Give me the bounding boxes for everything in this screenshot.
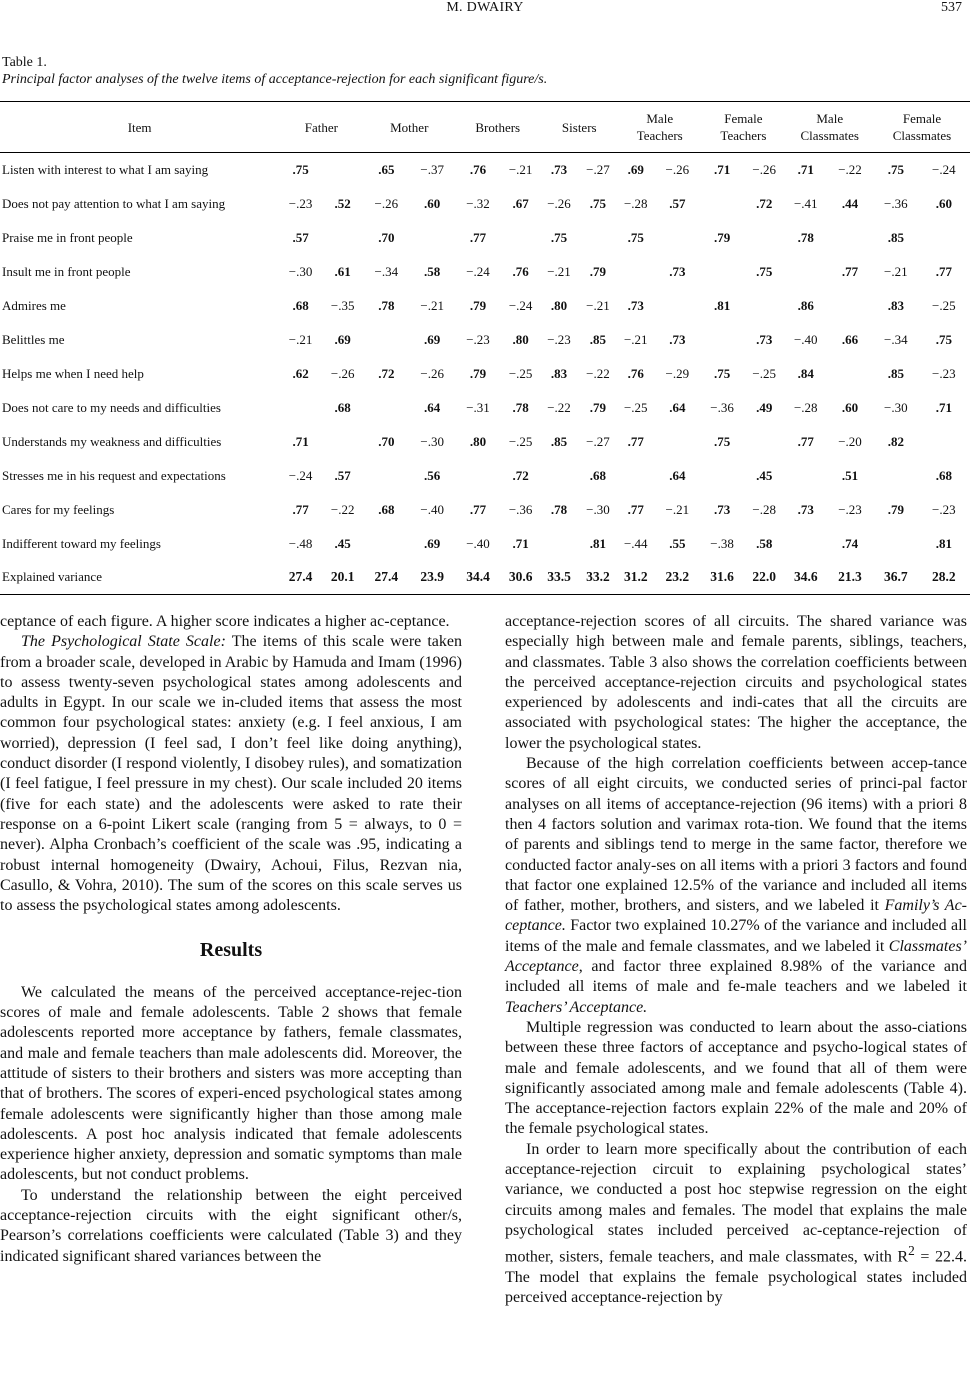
loading-cell: .71: [935, 399, 952, 415]
loading-cell: .77: [469, 501, 487, 517]
table-row: [0, 289, 970, 323]
loading-cell: .60: [841, 399, 859, 415]
loading-cell: −.24: [288, 467, 313, 483]
column-header: [786, 102, 874, 153]
loading-cell: .81: [713, 297, 731, 313]
loading-cell: [363, 391, 409, 425]
column-header-text: Item: [127, 119, 152, 135]
loading-cell: −.27: [586, 161, 610, 177]
section-heading-results: Results: [199, 939, 263, 962]
loading-cell: .79: [589, 263, 607, 279]
loading-cell: −.25: [508, 433, 533, 449]
item-label: Helps me when I need help: [2, 365, 144, 381]
loading-cell: [918, 425, 970, 459]
loading-cell: .69: [334, 331, 351, 347]
loading-cell: −.40: [420, 501, 444, 517]
loading-cell: .70: [378, 433, 395, 449]
superscript: 2: [908, 1243, 915, 1259]
loading-cell: [279, 391, 322, 425]
loading-cell: .78: [378, 297, 395, 313]
column-header: [874, 102, 970, 153]
loading-cell: −.21: [586, 297, 610, 313]
loading-cell: .72: [756, 195, 773, 211]
table-caption: [2, 54, 547, 88]
item-label: Explained variance: [2, 569, 102, 585]
loading-cell: −.37: [420, 161, 444, 177]
running-header: [0, 0, 970, 22]
table-row: [0, 527, 970, 561]
loading-cell: −.21: [884, 263, 908, 279]
loading-cell: 33.5: [547, 569, 571, 585]
loading-cell: .76: [512, 263, 529, 279]
loading-cell: .83: [550, 365, 568, 381]
loading-cell: 36.7: [884, 569, 908, 585]
loading-cell: .67: [512, 195, 529, 211]
table-row: [0, 323, 970, 357]
item-label: Listen with interest to what I am saying: [2, 161, 209, 177]
loading-cell: 27.4: [374, 569, 399, 585]
loading-cell: 31.2: [623, 569, 648, 585]
loading-cell: −.25: [508, 365, 533, 381]
loading-cell: .69: [424, 535, 441, 551]
loading-cell: −.23: [466, 331, 490, 347]
loading-cell: .68: [589, 467, 607, 483]
item-label: Understands my weakness and difficulties: [2, 433, 222, 449]
loading-cell: .60: [424, 195, 441, 211]
loading-cell: [874, 527, 918, 561]
paragraph: ceptance of each figure. A higher score indicates a higher ac-ceptance.: [0, 613, 450, 630]
loading-cell: .73: [797, 501, 814, 517]
loading-cell: −.26: [374, 195, 399, 211]
column-header-text: Female: [902, 111, 942, 126]
loading-cell: .68: [378, 501, 395, 517]
loading-cell: .77: [627, 433, 644, 449]
paragraph-text: The items of this scale were taken from a broader scale, developed in Arabic by Hamuda and Imam (1996) to assess twenty-seven psychological states among adolescents and adults in Egypt. In our scale we in-cluded items that assess the most common four psychological states: anxiety (e.g. I feel anxious, I am worried), depression (I feel sad, I don’t feel like doing anything), conduct disorder (I respond violently, I disobey rules), and somatization (I feel fatigue, I feel pressure in my chest). Our scale included 20 items (five for each state) and the adolescents were asked to rate their response on a 6-point Likert scale (ranging from 5 = always, to 0 = never). Alpha Cronbach’s coefficient of the scale was .95, indicating a robust internal homogeneity (Dwairy, Achoui, Filus, Rezvan nia, Casullo, & Vohra, 2010). The sum of the scores on this scale serves us to assess the psychological states among adolescents.: [0, 633, 463, 915]
loading-cell: .73: [669, 263, 686, 279]
loading-cell: −.48: [288, 535, 313, 551]
factor-label: Family’s Ac-ceptance.: [505, 897, 967, 935]
loading-cell: .78: [797, 229, 814, 245]
loading-cell: .85: [589, 331, 607, 347]
page-number: 537: [941, 0, 962, 15]
loading-cell: −.20: [838, 433, 862, 449]
loading-cell: −.23: [932, 501, 956, 517]
loading-cell: .77: [841, 263, 859, 279]
loading-cell: .69: [424, 331, 441, 347]
paragraph: [505, 754, 967, 1018]
loading-cell: .52: [334, 195, 351, 211]
loading-cell: .79: [469, 297, 487, 313]
loading-cell: −.36: [884, 195, 908, 211]
paragraph: [0, 632, 462, 916]
item-label: Cares for my feelings: [2, 501, 115, 517]
loading-cell: .66: [841, 331, 859, 347]
loading-cell: −.32: [466, 195, 490, 211]
loading-cell: .73: [669, 331, 686, 347]
loading-cell: 27.4: [288, 569, 313, 585]
loading-cell: −.24: [508, 297, 533, 313]
loading-cell: [455, 459, 501, 493]
loading-cell: [363, 459, 409, 493]
loading-cell: [363, 527, 409, 561]
loading-cell: −.22: [838, 161, 862, 177]
loading-cell: .65: [378, 161, 395, 177]
loading-cell: [618, 459, 653, 493]
loading-cell: .64: [669, 399, 686, 415]
paragraph-text: Because of the high correlation coefficients between accep-tance scores of all eight circuits, we conducted series of princi-pal factor analyses on all items of acceptance-rejection (96 items) with a priori 8 then 4 factors solution and varimax rota-tion. We found that the items of parents and siblings tend to merge in the same factor, therefore we conducted factor analy-ses on all items with a priori 3 factors and found that factor one explained 12.5% of the variance and included all items of father, mother, brothers, and sisters, and we labeled it: [505, 755, 967, 915]
loading-cell: .71: [292, 433, 309, 449]
loading-cell: .62: [292, 365, 309, 381]
loading-cell: .45: [756, 467, 773, 483]
paragraph: Multiple regression was conducted to learn about the asso-ciations between these three factors of acceptance and psycho-logical states of male and female adolescents, and we found that all of them were significantly associated among male and female adolescents (Table 4). The acceptance-rejection factors explain 22% of the male and 20% of the female psychological states.: [505, 1018, 967, 1138]
loading-cell: [743, 289, 786, 323]
table-row: [0, 357, 970, 391]
left-text-column: [0, 612, 462, 1267]
loading-cell: .77: [292, 501, 309, 517]
loading-cell: [701, 187, 743, 221]
item-label: Indifferent toward my feelings: [2, 535, 161, 551]
loading-cell: −.30: [420, 433, 444, 449]
column-header: [701, 102, 785, 153]
loading-cell: −.26: [330, 365, 355, 381]
loading-cell: −.21: [547, 263, 571, 279]
loading-cell: .80: [512, 331, 529, 347]
table-row: [0, 391, 970, 425]
table-title: Principal factor analyses of the twelve items of acceptance-rejection for each significant figure/s.: [2, 72, 548, 87]
loading-cell: .73: [713, 501, 731, 517]
table-row: [0, 153, 970, 187]
loading-cell: .73: [550, 161, 568, 177]
loading-cell: [322, 153, 364, 187]
loading-cell: [826, 289, 874, 323]
loading-cell: .61: [334, 263, 351, 279]
loading-cell: .79: [589, 399, 607, 415]
loading-cell: .68: [334, 399, 351, 415]
loading-cell: [618, 255, 653, 289]
loading-cell: .73: [627, 297, 644, 313]
table-row: [0, 459, 970, 493]
loading-cell: .85: [550, 433, 568, 449]
loading-cell: .69: [627, 161, 644, 177]
loading-cell: .83: [887, 297, 904, 313]
loading-cell: −.22: [586, 365, 610, 381]
loading-cell: −.21: [665, 501, 690, 517]
column-header-text: Teachers: [636, 128, 683, 143]
loading-cell: 31.6: [710, 569, 734, 585]
loading-cell: .75: [713, 365, 731, 381]
column-header-text: Teachers: [720, 128, 767, 143]
loading-cell: .74: [841, 535, 859, 551]
loading-cell: [743, 221, 786, 255]
paragraph: To understand the relationship between the eight perceived acceptance-rejection circuits with the eight significant other/s, Pearson’s correlations coefficients were calculated (Table 3) and they indicated significant shared variances between the: [0, 1186, 462, 1265]
loading-cell: −.40: [793, 331, 818, 347]
loading-cell: [653, 289, 701, 323]
loading-cell: .49: [756, 399, 773, 415]
loading-cell: .81: [589, 535, 607, 551]
loading-cell: 28.2: [932, 569, 956, 585]
column-header-text: Classmates: [800, 128, 859, 143]
loading-cell: .79: [469, 365, 487, 381]
right-text-column: [505, 612, 967, 1308]
paragraph: [505, 1140, 967, 1309]
loading-cell: [826, 221, 874, 255]
item-label: Admires me: [2, 297, 66, 313]
loading-cell: [653, 221, 701, 255]
loading-cell: −.21: [623, 331, 648, 347]
loading-cell: −.31: [466, 399, 490, 415]
factor-label: Teachers’ Acceptance.: [505, 998, 648, 1016]
loading-cell: −.28: [793, 399, 818, 415]
loading-cell: −.30: [586, 501, 610, 517]
table-row: [0, 187, 970, 221]
factor-label: Classmates’ Acceptance: [505, 937, 967, 976]
loading-cell: 33.2: [586, 569, 610, 585]
column-header-text: Classmates: [892, 128, 952, 143]
loading-cell: [409, 221, 455, 255]
paragraph-text: = 22.4. The model that explains the female psychological states included perceived acceptance-rejection by: [505, 1248, 967, 1307]
column-header: [0, 102, 279, 153]
item-label: Insult me in front people: [2, 263, 131, 279]
table-header-row: [0, 102, 970, 153]
running-header-author: M. DWAIRY: [446, 0, 524, 15]
loading-cell: .51: [841, 467, 859, 483]
table-label: Table 1.: [2, 55, 47, 70]
loading-cell: .56: [424, 467, 441, 483]
loading-cell: 34.6: [793, 569, 818, 585]
column-header-text: Male: [816, 111, 844, 126]
paragraph: acceptance-rejection scores of all circuits. The shared variance was especially high between male and female parents, siblings, teachers, and classmates. Table 3 also shows the correlation coefficients between the perceived acceptance-rejection circuits and psychological states experienced by adolescents and indi-cates that all the circuits are associated with psychological states: The higher the acceptance, the lower the psychological states.: [505, 613, 967, 752]
paragraph-text: In order to learn more specifically about the contribution of each acceptance-rejection circuit to explaining psychological states’ variance, we conducted a post hoc stepwise regression on the eight circuits among males and females. The model that explains the male psychological states included perceived ac-ceptance-rejection of mother, sisters, female teachers, and male classmates, with R: [505, 1140, 967, 1266]
column-header-text: Father: [304, 119, 338, 135]
loading-cell: −.30: [288, 263, 313, 279]
table-row: [0, 493, 970, 527]
loading-cell: .75: [887, 161, 904, 177]
loading-cell: .55: [669, 535, 686, 551]
loading-cell: −.27: [586, 433, 610, 449]
column-header: [363, 102, 455, 153]
loading-cell: .75: [935, 331, 952, 347]
column-header-text: Female: [724, 111, 763, 126]
loading-cell: [540, 527, 577, 561]
loading-cell: 34.4: [466, 569, 490, 585]
loading-cell: .81: [935, 535, 952, 551]
loading-cell: −.25: [932, 297, 956, 313]
loading-cell: −.26: [547, 195, 571, 211]
loading-cell: −.34: [884, 331, 908, 347]
loading-cell: .71: [713, 161, 731, 177]
column-header: [279, 102, 363, 153]
loading-cell: .76: [627, 365, 644, 381]
loading-cell: .84: [797, 365, 814, 381]
loading-cell: −.28: [623, 195, 648, 211]
loading-cell: −.23: [838, 501, 862, 517]
loading-cell: −.21: [508, 161, 533, 177]
loading-cell: .77: [627, 501, 644, 517]
loading-cell: 23.2: [665, 569, 690, 585]
loading-cell: .57: [669, 195, 686, 211]
loading-cell: −.21: [288, 331, 313, 347]
column-header-text: Sisters: [561, 119, 597, 135]
loading-cell: .82: [887, 433, 904, 449]
paragraph-text: , and factor three explained 8.98% of the variance and included all items of male and fe-male teachers and we labeled it: [505, 958, 967, 996]
loading-cell: .60: [935, 195, 952, 211]
loading-cell: −.23: [547, 331, 571, 347]
loading-cell: −.26: [665, 161, 690, 177]
paragraph: We calculated the means of the perceived acceptance-rejec-tion scores of male and female adolescents. Table 2 shows that female adolescents reported more acceptance by fathers, female classmates, and male and female teachers than male adolescents did. Moreover, the attitude of sisters to their brothers and sisters was more accepting than that of brothers. The scores of experi-enced psychological states among female adolescents were significantly higher than those among male adolescents. A post hoc analysis indicated that female adolescents experience higher anxiety, depression and somatic symptoms than male adolescents, but not conduct problems.: [0, 983, 462, 1184]
loading-cell: [701, 459, 743, 493]
loading-cell: 20.1: [330, 569, 355, 585]
item-label: Belittles me: [2, 331, 65, 347]
table-row: [0, 255, 970, 289]
loading-cell: .77: [935, 263, 952, 279]
loading-cell: .73: [756, 331, 773, 347]
loading-cell: −.22: [547, 399, 571, 415]
loading-cell: .57: [292, 229, 309, 245]
column-header: [540, 102, 618, 153]
loading-cell: .75: [713, 433, 731, 449]
loading-cell: [786, 527, 827, 561]
item-label: Stresses me in his request and expectations: [2, 467, 226, 483]
loading-cell: [918, 221, 970, 255]
loading-cell: 21.3: [838, 569, 862, 585]
loading-cell: .80: [550, 297, 568, 313]
loading-cell: −.24: [466, 263, 490, 279]
loading-cell: −.36: [508, 501, 533, 517]
loading-cell: .64: [669, 467, 686, 483]
loading-cell: .70: [378, 229, 395, 245]
loading-cell: .58: [424, 263, 441, 279]
loading-cell: [540, 459, 577, 493]
loading-cell: −.41: [793, 195, 818, 211]
loading-cell: [701, 255, 743, 289]
column-header-text: Mother: [390, 119, 429, 135]
loading-cell: −.29: [665, 365, 690, 381]
loading-cell: 23.9: [420, 569, 444, 585]
loading-cell: .45: [334, 535, 351, 551]
loading-cell: [363, 323, 409, 357]
loading-cell: [786, 459, 827, 493]
loading-cell: −.21: [420, 297, 444, 313]
loading-cell: [322, 425, 364, 459]
paragraph-text: Factor two explained 10.27% of the variance and included all items of the male and female classmates, and we labeled it: [505, 917, 967, 955]
loading-cell: .71: [512, 535, 529, 551]
loading-cell: −.35: [330, 297, 355, 313]
loading-cell: −.44: [623, 535, 648, 551]
loading-cell: .68: [292, 297, 309, 313]
loading-cell: .76: [469, 161, 487, 177]
table-row: [0, 221, 970, 255]
table-row: [0, 561, 970, 595]
loading-cell: −.25: [623, 399, 648, 415]
loading-cell: .75: [627, 229, 644, 245]
item-label: Does not pay attention to what I am saying: [2, 195, 226, 211]
column-header: [455, 102, 540, 153]
scale-title: The Psychological State Scale:: [21, 633, 226, 651]
loading-cell: .85: [887, 229, 904, 245]
loading-cell: 22.0: [752, 569, 776, 585]
loading-cell: −.25: [752, 365, 776, 381]
loading-cell: [786, 255, 827, 289]
loading-cell: .77: [797, 433, 814, 449]
loading-cell: [653, 425, 701, 459]
loading-cell: .75: [589, 195, 607, 211]
loading-cell: [322, 221, 364, 255]
loading-cell: .44: [841, 195, 859, 211]
loading-cell: .78: [512, 399, 529, 415]
loading-cell: .78: [550, 501, 568, 517]
loading-cell: −.23: [932, 365, 956, 381]
loading-cell: −.22: [330, 501, 355, 517]
loading-cell: .68: [935, 467, 952, 483]
table-row: [0, 425, 970, 459]
loading-cell: −.24: [932, 161, 956, 177]
loading-cell: 30.6: [508, 569, 533, 585]
loading-cell: −.23: [288, 195, 313, 211]
loading-cell: .58: [756, 535, 773, 551]
loading-cell: .79: [887, 501, 904, 517]
column-header: [618, 102, 701, 153]
loading-cell: [578, 221, 619, 255]
loading-cell: .71: [797, 161, 814, 177]
factor-analysis-table: [0, 101, 970, 595]
item-label: Does not care to my needs and difficulties: [2, 399, 221, 415]
loading-cell: .80: [469, 433, 487, 449]
loading-cell: .64: [424, 399, 441, 415]
column-header-text: Male: [646, 111, 674, 126]
loading-cell: [743, 425, 786, 459]
loading-cell: −.40: [466, 535, 490, 551]
loading-cell: −.26: [752, 161, 776, 177]
loading-cell: −.28: [752, 501, 776, 517]
loading-cell: −.30: [884, 399, 908, 415]
loading-cell: [826, 357, 874, 391]
loading-cell: −.34: [374, 263, 399, 279]
loading-cell: .86: [797, 297, 814, 313]
loading-cell: −.26: [420, 365, 444, 381]
loading-cell: .75: [756, 263, 773, 279]
loading-cell: .72: [378, 365, 395, 381]
loading-cell: −.38: [710, 535, 734, 551]
loading-cell: .75: [292, 161, 309, 177]
loading-cell: .77: [469, 229, 487, 245]
loading-cell: .85: [887, 365, 904, 381]
item-label: Praise me in front people: [2, 229, 133, 245]
column-header-text: Brothers: [475, 119, 521, 135]
loading-cell: [874, 459, 918, 493]
loading-cell: [701, 323, 743, 357]
loading-cell: .57: [334, 467, 351, 483]
loading-cell: .75: [550, 229, 568, 245]
loading-cell: [501, 221, 540, 255]
loading-cell: .72: [512, 467, 529, 483]
loading-cell: −.36: [710, 399, 734, 415]
loading-cell: .79: [713, 229, 731, 245]
